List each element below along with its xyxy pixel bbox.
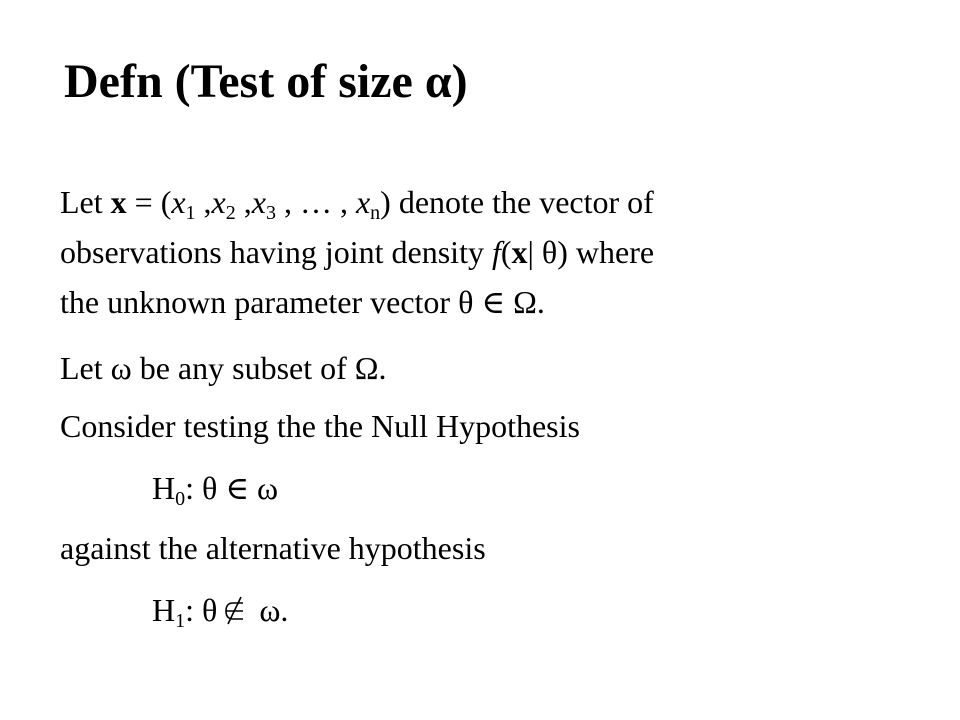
- separator-ellipsis: , … ,: [275, 184, 356, 220]
- definition-line-7: against the alternative hypothesis: [60, 530, 486, 566]
- text-denote-vector: ) denote the vector of: [380, 184, 654, 220]
- text-open-paren: (: [500, 234, 512, 270]
- definition-line-2: [60, 236, 654, 270]
- hypothesis-h: H: [152, 470, 176, 506]
- text-let: Let: [60, 184, 111, 220]
- null-hypothesis-condition: : θ ∈ ω: [185, 470, 279, 506]
- alternative-hypothesis: [152, 592, 289, 632]
- variable-xn: x: [355, 184, 371, 220]
- vector-x: x: [110, 184, 127, 220]
- separator-2: ,: [235, 184, 252, 220]
- text-theta-where: | θ) where: [527, 234, 655, 270]
- alternative-theta: : θ: [185, 592, 218, 628]
- variable-x2: x: [211, 184, 226, 220]
- null-hypothesis: [152, 470, 279, 510]
- vector-x: x: [511, 234, 528, 270]
- subscript-n: n: [370, 202, 381, 224]
- text-observations: observations having joint density: [60, 234, 492, 270]
- subscript-1: 1: [185, 202, 196, 224]
- variable-x3: x: [251, 184, 266, 220]
- not-element-of-icon: [221, 595, 247, 625]
- subscript-3: 3: [265, 202, 276, 224]
- definition-line-3: the unknown parameter vector θ ∈ Ω.: [60, 284, 545, 320]
- text-equals: = (: [126, 184, 172, 220]
- subscript-0: 0: [175, 488, 186, 510]
- function-f: f: [491, 234, 501, 270]
- alternative-hypothesis-omega: ω.: [251, 592, 289, 628]
- variable-x1: x: [171, 184, 186, 220]
- hypothesis-h: H: [152, 592, 176, 628]
- definition-line-4: Let ω be any subset of Ω.: [60, 350, 387, 386]
- subscript-1: 1: [175, 610, 186, 632]
- definition-line-5: Consider testing the the Null Hypothesis: [60, 408, 580, 444]
- separator-1: ,: [195, 184, 212, 220]
- definition-line-1: [60, 184, 654, 224]
- slide-title: Defn (Test of size α): [64, 55, 468, 108]
- subscript-2: 2: [225, 202, 236, 224]
